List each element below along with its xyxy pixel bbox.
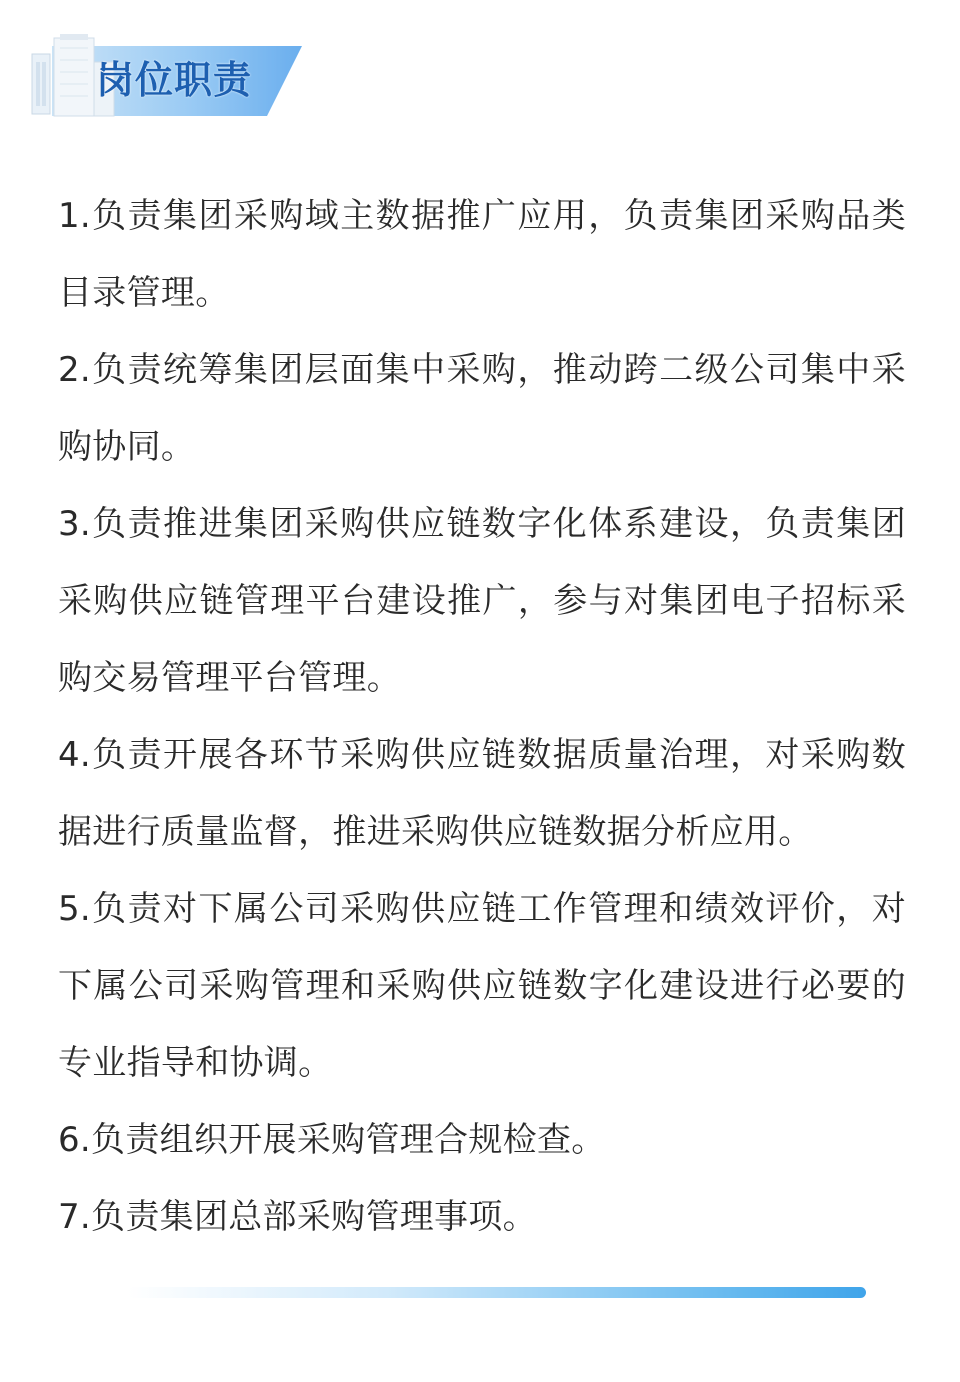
duty-item-4: 4.负责开展各环节采购供应链数据质量治理，对采购数据进行质量监督，推进采购供应链数据分析应用。	[58, 735, 906, 852]
duty-item-5: 5.负责对下属公司采购供应链工作管理和绩效评价，对下属公司采购管理和采购供应链数字化建设进行必要的专业指导和协调。	[58, 889, 906, 1083]
section-header	[30, 32, 300, 118]
duties-list	[58, 178, 906, 1256]
duty-item-2: 2.负责统筹集团层面集中采购，推动跨二级公司集中采购协同。	[58, 350, 906, 467]
duty-item-3: 3.负责推进集团采购供应链数字化体系建设，负责集团采购供应链管理平台建设推广，参与对集团电子招标采购交易管理平台管理。	[58, 504, 906, 698]
page-title: 岗位职责	[96, 57, 253, 102]
duty-item-7: 7.负责集团总部采购管理事项。	[58, 1197, 537, 1237]
duty-item-6: 6.负责组织开展采购管理合规检查。	[58, 1120, 606, 1160]
duty-item-1: 1.负责集团采购域主数据推广应用，负责集团采购品类目录管理。	[58, 196, 906, 313]
decorative-bottom-bar	[128, 1287, 866, 1298]
